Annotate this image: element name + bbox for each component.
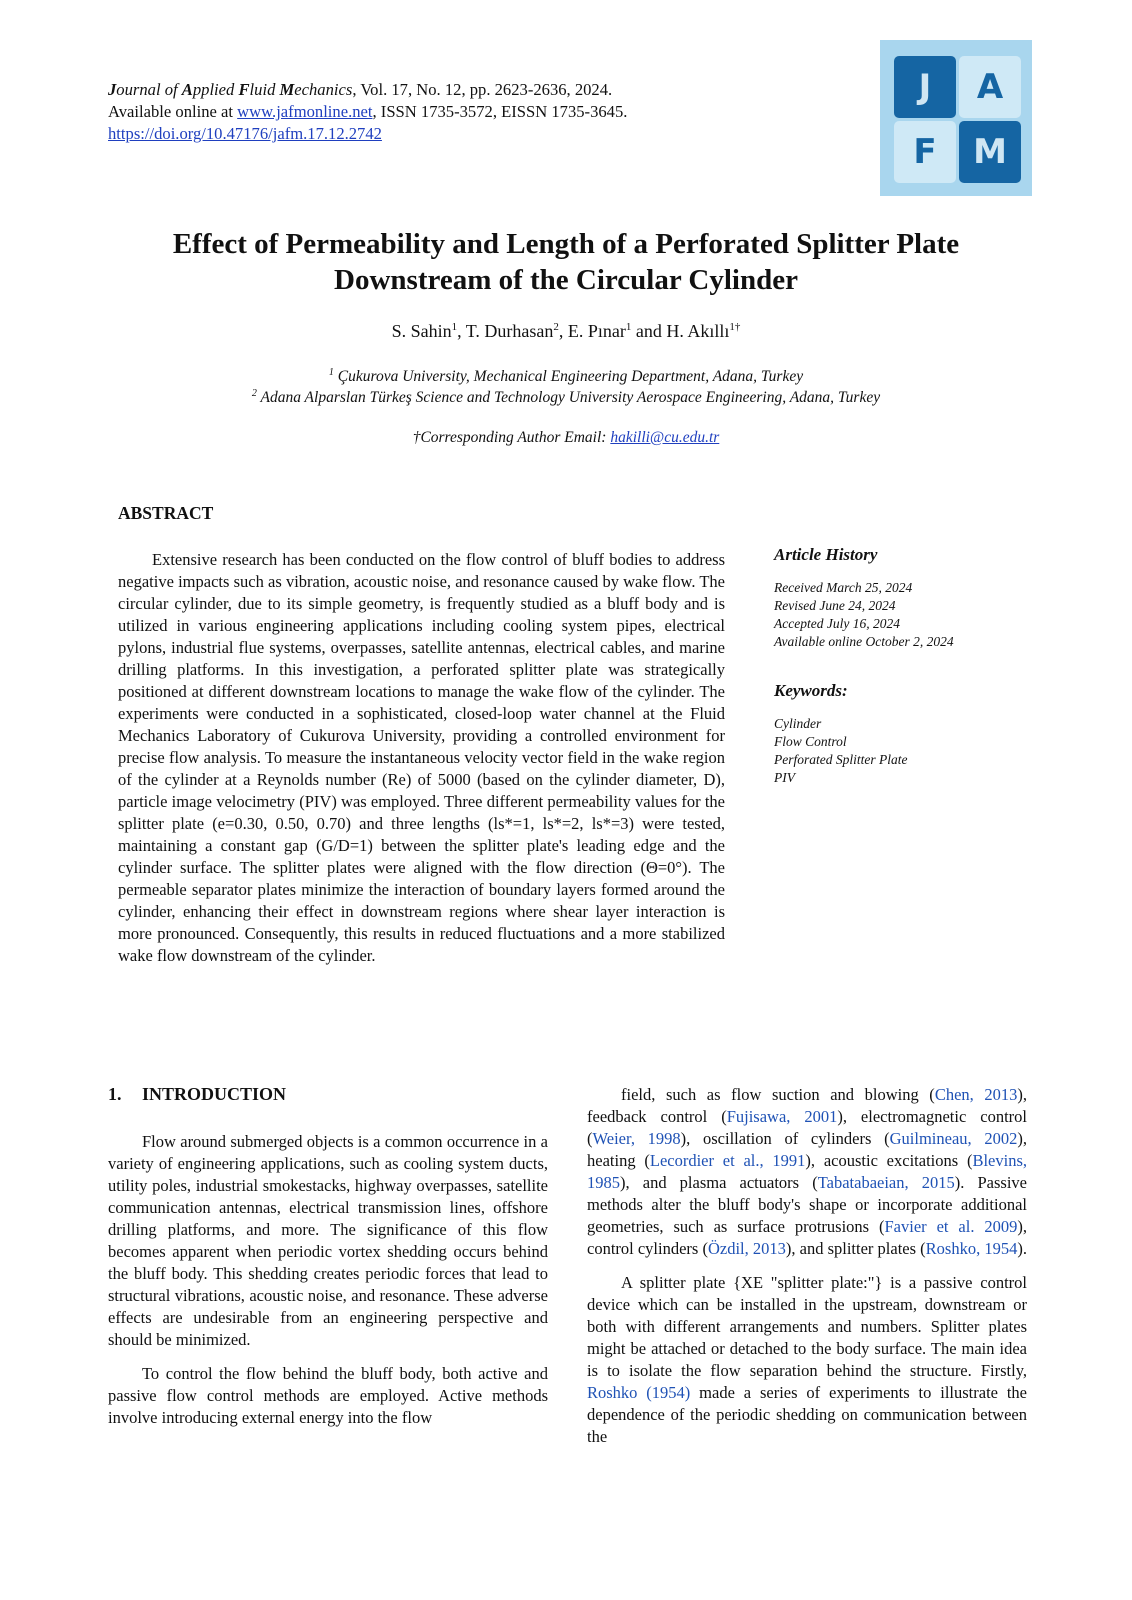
history-item: Accepted July 16, 2024	[774, 616, 900, 631]
journal-logo	[880, 40, 1032, 196]
author: H. Akıllı	[666, 321, 730, 341]
citation-link[interactable]: Weier, 1998	[592, 1129, 681, 1148]
citation-link[interactable]: Özdil, 2013	[707, 1239, 786, 1258]
body-column-left	[108, 1131, 548, 1429]
citation-link[interactable]: Blevins, 1985	[587, 1151, 1027, 1192]
history-item: Received March 25, 2024	[774, 580, 913, 595]
volume-info: , Vol. 17, No. 12, pp. 2623-2636, 2024.	[352, 80, 613, 99]
keyword: Flow Control	[774, 734, 847, 749]
body-column-right	[587, 1084, 1027, 1448]
journal-name: Journal of Applied Fluid Mechanics	[108, 80, 353, 99]
abstract-heading: ABSTRACT	[118, 503, 214, 523]
logo-letter-a: A	[959, 56, 1021, 118]
article-history-heading: Article History	[774, 545, 878, 564]
keyword: Perforated Splitter Plate	[774, 752, 908, 767]
author: T. Durhasan	[465, 321, 554, 341]
logo-letter-j: J	[894, 56, 956, 118]
corresponding-author: †Corresponding Author Email: hakilli@cu.edu.tr	[412, 429, 720, 446]
keywords-heading: Keywords:	[774, 681, 848, 700]
citation-link[interactable]: Guilmineau, 2002	[889, 1129, 1018, 1148]
body-paragraph: To control the flow behind the bluff body, both active and passive flow control methods are employed. Active methods involve introducing external energy into the flow	[108, 1364, 548, 1427]
keyword: PIV	[774, 770, 795, 785]
corresponding-email-link[interactable]: hakilli@cu.edu.tr	[610, 429, 720, 446]
issn-info: , ISSN 1735-3572, EISSN 1735-3645.	[372, 102, 628, 121]
keyword: Cylinder	[774, 716, 822, 731]
citation-link[interactable]: Favier et al. 2009	[884, 1217, 1018, 1236]
body-paragraph: field, such as flow suction and blowing (Chen, 2013), feedback control (Fujisawa, 2001), electromagnetic control (Weier, 1998), oscillation of cylinders (Guilmineau, 2002), heating (Lecordier et al., 1991), acoustic excitations (Blevins, 1985), and plasma actuators (Tabatabaeian, 2015). Passive methods alter the bluff body's shape or incorporate additional geometries, such as surface protrusions (Favier et al. 2009), control cylinders (Özdil, 2013), and splitter plates (Roshko, 1954).	[587, 1085, 1027, 1258]
abstract-text: Extensive research has been conducted on the flow control of bluff bodies to address negative impacts such as vibration, acoustic noise, and resonance caused by wake flow. The circular cylinder, due to its simple geometry, is frequently studied as a bluff body and is utilized in various engineering applications including cooling system pipes, electrical pylons, industrial flue systems, overpasses, satellite antennas, electrical cables, and marine drilling platforms. In this investigation, a perforated splitter plate was strategically positioned at different downstream locations to manage the wake flow of the cylinder. The experiments were conducted in a sophisticated, closed-loop water channel at the Fluid Mechanics Laboratory of Cukurova University, providing a controlled environment for precise flow analysis. To measure the instantaneous velocity vector field in the wake region of the cylinder at a Reynolds number (Re) of 5000 (based on the cylinder diameter, D), particle image velocimetry (PIV) was employed. Three different permeability values for the splitter plate (e=0.30, 0.50, 0.70) and three lengths (ls*=1, ls*=2, ls*=3) were tested, maintaining a constant gap (G/D=1) between the splitter plate's leading edge and the cylinder surface. The splitter plates were aligned with the flow direction (Θ=0°). The permeable separator plates minimize the interaction of boundary layers formed around the cylinder, enhancing their effect in downstream regions where shear layer interaction is more pronounced. Consequently, this results in reduced fluctuations and a more stabilized wake flow downstream of the cylinder.	[118, 550, 725, 965]
citation-link[interactable]: Tabatabaeian, 2015	[817, 1173, 955, 1192]
citation-link[interactable]: Lecordier et al., 1991	[649, 1151, 806, 1170]
logo-letter-f: F	[894, 121, 956, 183]
body-paragraph: A splitter plate {XE "splitter plate:"} is a passive control device which can be installed in the upstream, downstream or both with different arrangements and numbers. Splitter plates might be attached or detached to the body surface. The main idea is to isolate the flow separation behind the structure. Firstly, Roshko (1954) made a series of experiments to illustrate the dependence of the periodic shedding on communication between the	[587, 1273, 1028, 1446]
keywords-list	[774, 715, 907, 787]
affiliation: $^1$ Çukurova University, Mechanical Engineering Department, Adana, Turkey	[328, 367, 804, 386]
paper-title: Effect of Permeability and Length of a Perforated Splitter Plate Downstream of the Circular Cylinder	[172, 228, 960, 296]
article-history-list	[774, 579, 954, 651]
citation-link[interactable]: Roshko (1954)	[587, 1383, 691, 1402]
history-item: Available online October 2, 2024	[774, 634, 954, 649]
citation-link[interactable]: Fujisawa, 2001	[726, 1107, 838, 1126]
section-heading-introduction: 1. INTRODUCTION	[108, 1084, 287, 1104]
affiliation: $^2$ Adana Alparslan Türkeş Science and Technology University Aerospace Engineering, Adana, Turkey	[251, 388, 881, 407]
journal-website-link[interactable]: www.jafmonline.net	[237, 102, 373, 121]
citation-link[interactable]: Chen, 2013	[934, 1085, 1018, 1104]
citation-link[interactable]: Roshko, 1954	[925, 1239, 1018, 1258]
availability-line: Available online at www.jafmonline.net, ISSN 1735-3572, EISSN 1735-3645.	[108, 102, 628, 121]
journal-citation-line	[108, 79, 828, 101]
history-item: Revised June 24, 2024	[774, 598, 896, 613]
author: E. Pınar	[567, 321, 626, 341]
section-number: 1.	[108, 1084, 122, 1104]
author-list: S. Sahin$^1$, T. Durhasan$^2$, E. Pınar$^1$ and H. Akıllı$^{1\dagger}$	[391, 321, 741, 341]
journal-header	[108, 79, 828, 145]
body-paragraph: Flow around submerged objects is a common occurrence in a variety of engineering applications, such as cooling system ducts, utility poles, industrial smokestacks, highway overpasses, satellite communication antennas, electrical transmission lines, offshore drilling platforms, and more. The significance of this flow becomes apparent when periodic vortex shedding occurs behind the bluff body. This shedding creates periodic forces that lead to structural vibrations, acoustic noise, and resonance. These adverse effects are undesirable from an engineering perspective and should be minimized.	[108, 1132, 548, 1349]
logo-letter-m: M	[959, 121, 1021, 183]
author: S. Sahin	[391, 321, 452, 341]
doi-link[interactable]: https://doi.org/10.47176/jafm.17.12.2742	[108, 124, 382, 143]
